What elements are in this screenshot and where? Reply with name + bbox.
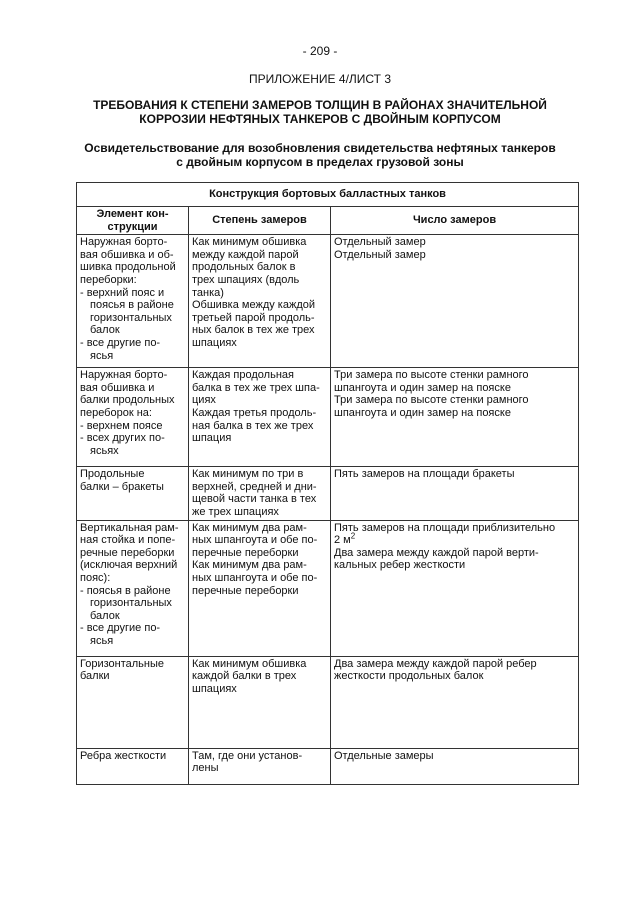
table-row — [77, 368, 579, 467]
cell-text-line: Отдельные замеры — [334, 749, 434, 762]
cell-text-line: Пять замеров на площади бракеты — [334, 468, 515, 481]
cell-text-line: Три замера по высоте стенки рамного — [334, 369, 529, 382]
cell-text-line: шпация — [192, 432, 232, 445]
cell-text-line: переборок на: — [80, 406, 152, 419]
cell-count — [331, 748, 579, 784]
cell-text-line: вая обшивка и — [80, 381, 155, 394]
cell-text-line: горизонтальных — [90, 597, 172, 610]
superscript: 2 — [350, 531, 356, 541]
cell-text-line: Отдельный замер — [334, 248, 426, 261]
cell-text-line: же трех шпациях — [192, 505, 279, 518]
cell-extent — [189, 368, 331, 467]
cell-text-line: пояс): — [80, 571, 111, 584]
cell-text-line: между каждой парой — [192, 248, 299, 261]
cell-text-line: балки – бракеты — [80, 480, 164, 493]
cell-text-line: щевой части танка в тех — [192, 493, 317, 506]
cell-text-line: шпациях — [192, 336, 237, 349]
cell-text-line: каждой балки в трех — [192, 670, 297, 683]
cell-text-line: Наружная борто- — [80, 236, 168, 249]
cell-extent — [189, 656, 331, 748]
cell-text-line: Отдельный замер — [334, 236, 426, 249]
cell-text-line: ясьях — [90, 444, 119, 457]
cell-extent — [189, 235, 331, 368]
cell-text-line: ных балок в тех же трех — [192, 324, 315, 337]
cell-text-line: балки продольных — [80, 394, 175, 407]
cell-text-line: балки — [80, 670, 110, 683]
cell-text-line: балка в тех же трех шпа- — [192, 381, 320, 394]
cell-count — [331, 520, 579, 656]
cell-text-line: - верхний пояс и — [80, 286, 165, 299]
cell-text-line: Два замера между каждой парой ребер — [334, 657, 537, 670]
cell-text-line: ная балка в тех же трех — [192, 419, 314, 432]
cell-element — [77, 748, 189, 784]
column-header-line: струкции — [107, 220, 158, 233]
cell-text-line: трех шпациях (вдоль — [192, 273, 300, 286]
cell-text-line: Горизонтальные — [80, 657, 164, 670]
cell-text-line: речные переборки — [80, 546, 175, 559]
cell-text-line: - всех других по- — [80, 432, 165, 445]
table-row — [77, 520, 579, 656]
cell-text-line: Пять замеров на площади приблизительно — [334, 521, 556, 534]
cell-text-line: перечные переборки — [192, 584, 299, 597]
cell-element — [77, 235, 189, 368]
cell-text-line: Там, где они установ- — [192, 749, 303, 762]
cell-text-line: ясья — [90, 634, 114, 647]
cell-text-line: ная стойка и попе- — [80, 534, 176, 547]
cell-text-line: горизонтальных — [90, 311, 172, 324]
cell-text-line: кальных ребер жесткости — [334, 559, 466, 572]
cell-text-line: Продольные — [80, 468, 145, 481]
cell-count — [331, 368, 579, 467]
cell-text-line: (исключая верхний — [80, 559, 178, 572]
cell-text-line: Как минимум два рам- — [192, 559, 307, 572]
cell-count — [331, 467, 579, 520]
table-row — [77, 467, 579, 520]
subtitle-line: Освидетельствование для возобновления свидетельства нефтяных танкеров — [84, 141, 556, 155]
cell-text-line: Ребра жесткости — [80, 749, 167, 762]
column-header-element — [77, 207, 189, 235]
cell-count — [331, 235, 579, 368]
cell-text-line: - все другие по- — [80, 622, 161, 635]
cell-text-line: Как минимум обшивка — [192, 657, 307, 670]
cell-text-line: Два замера между каждой парой верти- — [334, 546, 539, 559]
column-header-line: Элемент кон- — [96, 208, 169, 220]
cell-text-line: балок — [90, 324, 120, 337]
cell-text-line: Как минимум по три в — [192, 468, 304, 481]
cell-text-line: танка) — [192, 286, 224, 299]
table-row — [77, 748, 579, 784]
cell-text-line: - поясья в районе — [80, 584, 171, 597]
cell-text-line: жесткости продольных балок — [334, 670, 484, 683]
title-line: КОРРОЗИИ НЕФТЯНЫХ ТАНКЕРОВ С ДВОЙНЫМ КОРПУСОМ — [139, 112, 501, 126]
cell-text-line: верхней, средней и дни- — [192, 480, 317, 493]
cell-count — [331, 656, 579, 748]
cell-text-line: шивка продольной — [80, 261, 176, 274]
column-header-count: Число замеров — [331, 207, 579, 235]
table-row — [77, 235, 579, 368]
cell-text-line: продольных балок в — [192, 261, 296, 274]
subtitle-line: с двойным корпусом в пределах грузовой зоны — [176, 155, 464, 169]
cell-text-line: - верхнем поясе — [80, 419, 163, 432]
appendix-label: ПРИЛОЖЕНИЕ 4/ЛИСТ 3 — [248, 72, 392, 86]
cell-text-line: Обшивка между каждой — [192, 299, 315, 312]
table-section-header: Конструкция бортовых балластных танков — [77, 183, 579, 207]
cell-text-line: Вертикальная рам- — [80, 521, 179, 534]
cell-text-line: Каждая третья продоль- — [192, 406, 317, 419]
cell-text-line: Наружная борто- — [80, 369, 168, 382]
cell-text-line: - все другие по- — [80, 336, 161, 349]
cell-text-line: шпангоута и один замер на пояске — [334, 406, 511, 419]
document-subtitle — [60, 141, 580, 169]
cell-text-line: поясья в районе — [90, 299, 174, 312]
cell-text-line: вая обшивка и об- — [80, 248, 174, 261]
cell-extent — [189, 748, 331, 784]
cell-text-line: лены — [192, 762, 219, 775]
cell-text-line: перечные переборки — [192, 546, 299, 559]
table-row — [77, 656, 579, 748]
cell-text-line: ных шпангоута и обе по- — [192, 571, 318, 584]
cell-text-line: циях — [192, 394, 216, 407]
page-number: - 209 - — [302, 44, 338, 58]
cell-text-line: Как минимум два рам- — [192, 521, 307, 534]
cell-extent — [189, 520, 331, 656]
cell-text-line: ных шпангоута и обе по- — [192, 534, 318, 547]
cell-element — [77, 520, 189, 656]
cell-text-line: Три замера по высоте стенки рамного — [334, 394, 529, 407]
cell-text-line: Каждая продольная — [192, 369, 294, 382]
cell-text-line: балок — [90, 609, 120, 622]
column-header-extent: Степень замеров — [189, 207, 331, 235]
cell-text-line: шпангоута и один замер на пояске — [334, 381, 511, 394]
title-line: ТРЕБОВАНИЯ К СТЕПЕНИ ЗАМЕРОВ ТОЛЩИН В РАЙОНАХ ЗНАЧИТЕЛЬНОЙ — [93, 98, 547, 112]
cell-text-line: ясья — [90, 349, 114, 362]
cell-element — [77, 656, 189, 748]
document-title — [60, 98, 580, 126]
cell-text-line: 2 $м^2$ — [334, 531, 356, 547]
cell-text-line: третьей парой продоль- — [192, 311, 315, 324]
cell-text-line: переборки: — [80, 273, 137, 286]
cell-extent — [189, 467, 331, 520]
cell-text-line: шпациях — [192, 682, 237, 695]
cell-text-line: Как минимум обшивка — [192, 236, 307, 249]
cell-element — [77, 368, 189, 467]
cell-element — [77, 467, 189, 520]
measurements-table — [76, 182, 579, 785]
